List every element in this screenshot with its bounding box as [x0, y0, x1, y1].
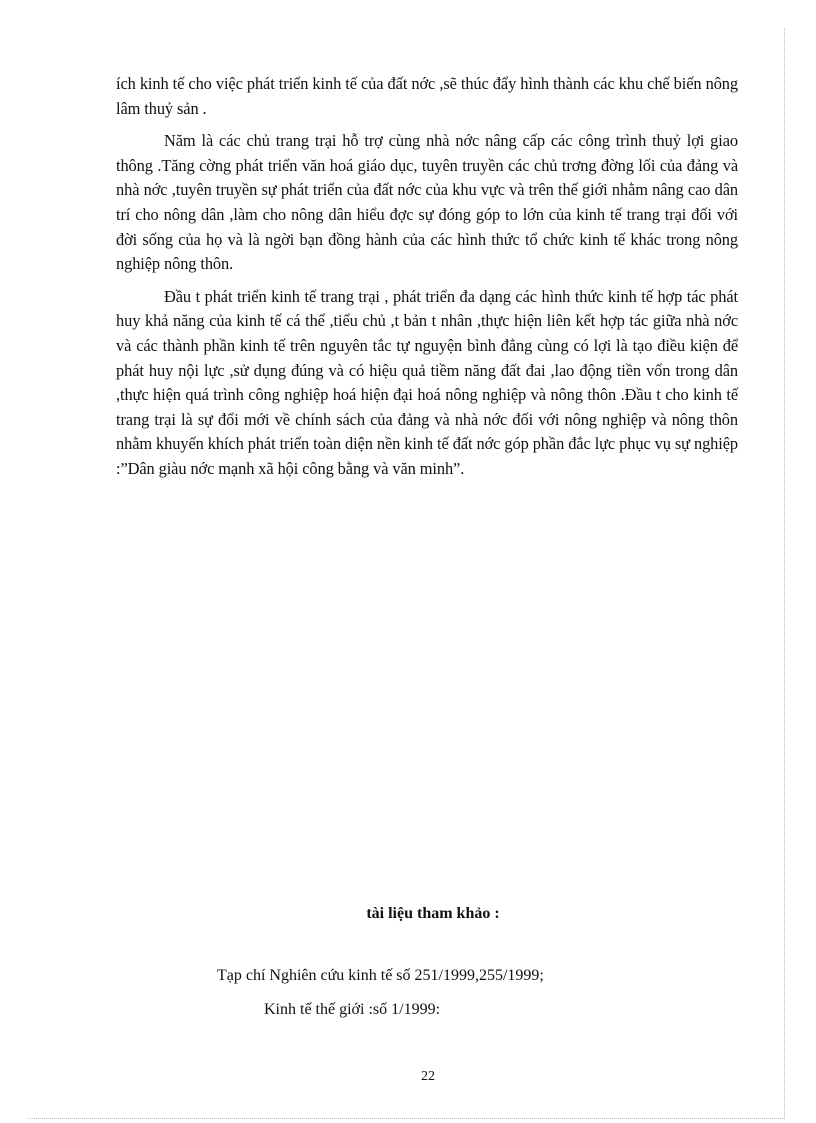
reference-item: Tạp chí Nghiên cứu kinh tế số 251/1999,255/1999;: [217, 967, 544, 984]
paragraph-continuation: ích kinh tế cho việc phát triển kinh tế của đất nớc ,sẽ thúc đẩy hình thành các khu chế biến nông lâm thuỷ sản .: [116, 74, 738, 118]
paragraph-investment: Đầu t phát triển kinh tế trang trại , phát triển đa dạng các hình thức kinh tế hợp tác phát huy khả năng của kinh tế cá thể ,tiểu chủ ,t bản t nhân ,thực hiện liên kết hợp tác giữa nhà nớc và các thành phần kinh tế trên nguyên tắc tự nguyện bình đẳng cùng có lợi là tạo điều kiện để phát huy nội lực ,sử dụng đúng và có hiệu quả tiềm năng đất đai ,lao động tiền vốn trong dân ,thực hiện quá trình công nghiệp hoá hiện đại hoá nông nghiệp và nông thôn .Đầu t cho kinh tế trang trại là sự đổi mới về chính sách của đảng và nhà nớc đối với nông nghiệp và nông thôn nhằm khuyến khích phát triển toàn diện nền kinh tế đất nớc góp phần đắc lực phục vụ sự nghiệp :”Dân giàu nớc mạnh xã hội công bằng và văn minh”.: [116, 286, 738, 478]
page-number: 22: [421, 1069, 435, 1084]
paragraph-farm-owners: Năm là các chủ trang trại hỗ trợ cùng nhà nớc nâng cấp các công trình thuỷ lợi giao thông .Tăng cờng phát triển văn hoá giáo dục, tuyên truyền các chủ trơng đờng lối của đảng và nhà nớc ,tuyên truyền sự phát triển của đất nớc của khu vực và trên thế giới nhằm nâng cao dân trí cho nông dân ,làm cho nông dân hiểu đợc sự đóng góp to lớn của kinh tế trang trại đối với đời sống của họ và là ngời bạn đồng hành của các hình thức tổ chức kinh tế khác trong nông nghiệp nông thôn.: [116, 131, 738, 274]
document-body: [116, 72, 738, 490]
references-title: tài liệu tham khảo :: [366, 905, 500, 922]
reference-item: Kinh tế thế giới :số 1/1999:: [264, 1001, 441, 1018]
references-section: [116, 905, 738, 1018]
